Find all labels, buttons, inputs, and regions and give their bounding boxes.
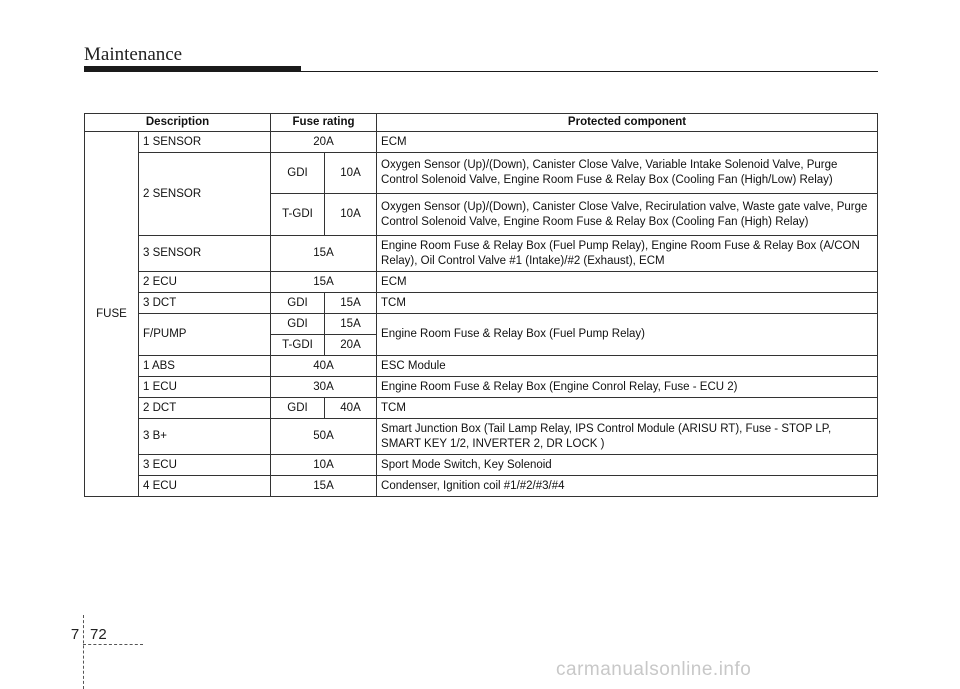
row-rating: 15A [325,314,377,335]
row-description: 2 DCT [139,398,271,419]
watermark-text: carmanualsonline.info [556,659,752,680]
row-rating: 15A [271,272,377,293]
row-rating: 10A [325,194,377,236]
footer-divider-vertical [83,615,85,689]
row-description: 2 SENSOR [139,153,271,236]
row-rating: 10A [325,153,377,194]
row-engine-type: GDI [271,314,325,335]
header-description: Description [85,114,271,132]
header-rule [301,71,878,72]
row-component: Sport Mode Switch, Key Solenoid [377,455,878,476]
header-fuse-rating: Fuse rating [271,114,377,132]
row-component: ECM [377,132,878,153]
table-row [85,272,878,293]
row-rating: 40A [325,398,377,419]
row-description: 3 ECU [139,455,271,476]
table-row [85,377,878,398]
row-component: Engine Room Fuse & Relay Box (Fuel Pump Relay) [377,314,878,356]
table-row [85,293,878,314]
table-row [85,398,878,419]
row-engine-type: T-GDI [271,335,325,356]
fuse-table [84,113,878,497]
table-header-row [85,114,878,132]
row-component: TCM [377,398,878,419]
row-rating: 15A [325,293,377,314]
header-protected-component: Protected component [377,114,878,132]
page-title: Maintenance [84,44,183,65]
row-rating: 20A [325,335,377,356]
row-engine-type: GDI [271,153,325,194]
row-component: Condenser, Ignition coil #1/#2/#3/#4 [377,476,878,497]
row-engine-type: GDI [271,293,325,314]
row-engine-type: T-GDI [271,194,325,236]
row-component: Oxygen Sensor (Up)/(Down), Canister Close Valve, Variable Intake Solenoid Valve, Purge Control Solenoid Valve, Engine Room Fuse & Relay Box (Cooling Fan (High/Low) Relay) [377,153,878,194]
section-number: 7 [70,626,80,643]
table-row [85,314,878,335]
table-row [85,419,878,455]
row-component: ESC Module [377,356,878,377]
table-row [85,455,878,476]
row-description: 4 ECU [139,476,271,497]
row-component: Engine Room Fuse & Relay Box (Engine Conrol Relay, Fuse - ECU 2) [377,377,878,398]
row-rating: 40A [271,356,377,377]
row-rating: 15A [271,476,377,497]
row-description: 1 SENSOR [139,132,271,153]
row-engine-type: GDI [271,398,325,419]
header-bar [84,66,301,72]
row-rating: 30A [271,377,377,398]
row-component: ECM [377,272,878,293]
row-description: F/PUMP [139,314,271,356]
row-description: 3 B+ [139,419,271,455]
row-rating: 50A [271,419,377,455]
row-description: 3 SENSOR [139,236,271,272]
row-component: Engine Room Fuse & Relay Box (Fuel Pump Relay), Engine Room Fuse & Relay Box (A/CON Relay), Oil Control Valve #1 (Intake)/#2 (Exhaust), ECM [377,236,878,272]
row-description: 1 ECU [139,377,271,398]
row-description: 3 DCT [139,293,271,314]
row-description: 2 ECU [139,272,271,293]
row-description: 1 ABS [139,356,271,377]
footer-divider-horizontal [83,644,143,646]
row-rating: 10A [271,455,377,476]
table-row [85,132,878,153]
fuse-group-label: FUSE [85,132,139,497]
page-number-value: 72 [90,626,107,643]
row-component: TCM [377,293,878,314]
row-component: Oxygen Sensor (Up)/(Down), Canister Close Valve, Recirulation valve, Waste gate valve, Purge Control Solenoid Valve, Engine Room Fuse & Relay Box (Cooling Fan (High) Relay) [377,194,878,236]
row-rating: 15A [271,236,377,272]
table-row [85,476,878,497]
table-row [85,356,878,377]
row-rating: 20A [271,132,377,153]
table-row [85,236,878,272]
table-row [85,153,878,194]
row-component: Smart Junction Box (Tail Lamp Relay, IPS Control Module (ARISU RT), Fuse - STOP LP, SMART KEY 1/2, INVERTER 2, DR LOCK ) [377,419,878,455]
